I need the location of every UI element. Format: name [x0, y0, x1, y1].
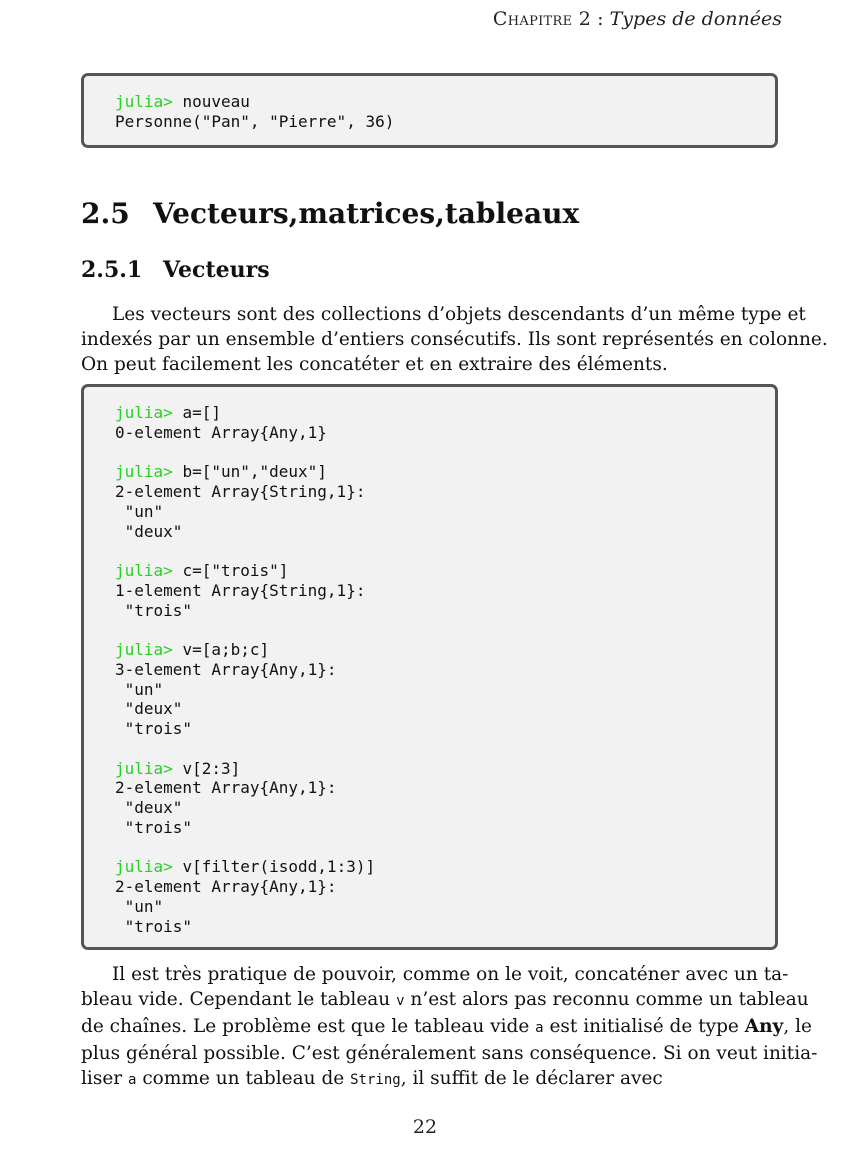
text-run: , le: [783, 1016, 812, 1037]
code-text: 0-element Array{Any,1}: [115, 422, 327, 442]
code-line: [115, 818, 775, 838]
julia-prompt: julia>: [115, 857, 183, 877]
code-block-2: [81, 384, 778, 950]
code-line: [115, 640, 775, 660]
code-line: [115, 581, 775, 601]
code-block-1: [81, 73, 778, 148]
julia-prompt: julia>: [115, 403, 183, 422]
code-text: "trois": [115, 916, 193, 936]
text-run: est initialisé de type: [543, 1016, 745, 1037]
inline-code: a: [128, 1072, 137, 1088]
julia-prompt: julia>: [115, 462, 183, 482]
code-line: [115, 482, 775, 502]
code-line: [115, 502, 775, 522]
paragraph-line: Les vecteurs sont des collections d’objets descendants d’un même type et: [112, 304, 806, 325]
code-line: [115, 423, 775, 443]
code-text: a=[]: [182, 403, 221, 422]
paragraph-2: [81, 962, 818, 1093]
code-text: nouveau: [182, 92, 250, 111]
code-line: [115, 680, 775, 700]
text-run: , il suffit de le déclarer avec: [400, 1068, 663, 1089]
paragraph-line: [81, 987, 809, 1014]
code-line: [115, 601, 775, 621]
section-heading: [81, 197, 579, 230]
code-line: [115, 92, 775, 112]
section-number: 2.5: [81, 197, 130, 230]
code-line: [115, 877, 775, 897]
code-text: b=["un","deux"]: [182, 462, 327, 482]
code-line: [115, 112, 775, 132]
code-line: [115, 798, 775, 818]
inline-code: v: [396, 993, 405, 1009]
code-text: v=[a;b;c]: [182, 640, 270, 659]
julia-prompt: julia>: [115, 92, 183, 111]
inline-code: String: [350, 1072, 401, 1088]
code-text: 3-element Array{Any,1}:: [115, 659, 337, 679]
code-text: Personne("Pan", "Pierre", 36): [115, 111, 395, 131]
code-line: [115, 561, 775, 581]
code-text: "trois": [115, 600, 193, 620]
code-line: [115, 739, 775, 759]
page-number: 22: [412, 1116, 438, 1138]
code-line: [115, 778, 775, 798]
code-text: "un": [115, 679, 164, 699]
code-text: "un": [115, 896, 164, 916]
inline-code: a: [535, 1020, 544, 1036]
text-run: n’est alors pas reconnu comme un tableau: [404, 989, 809, 1010]
code-line: [115, 857, 775, 877]
code-text: 2-element Array{String,1}:: [115, 482, 366, 501]
code-text: "trois": [115, 817, 193, 837]
code-line: [115, 541, 775, 561]
subsection-number: 2.5.1: [81, 257, 143, 283]
text-run: comme un tableau de: [136, 1068, 351, 1089]
code-line: [115, 443, 775, 463]
julia-prompt: julia>: [115, 640, 183, 659]
code-text: v[2:3]: [182, 758, 241, 778]
code-text: v[filter(isodd,1:3)]: [182, 857, 376, 877]
code-line: [115, 699, 775, 719]
subsection-title: Vecteurs: [163, 257, 270, 283]
chapter-label: Chapitre 2: [492, 8, 592, 30]
header-separator: :: [591, 8, 610, 30]
text-run: liser: [81, 1068, 128, 1089]
code-line: [115, 620, 775, 640]
code-line: [115, 462, 775, 482]
chapter-title: Types de données: [609, 8, 782, 30]
code-line: [115, 719, 775, 739]
paragraph-line: On peut facilement les concatéter et en extraire des éléments.: [81, 354, 668, 375]
code-text: "deux": [115, 798, 183, 817]
code-text: "deux": [115, 521, 183, 541]
paragraph-1: [81, 302, 828, 377]
subsection-heading: [81, 257, 270, 283]
code-text: "deux": [115, 699, 183, 719]
running-header: [493, 8, 782, 30]
text-run: bleau vide. Cependant le tableau: [81, 989, 397, 1010]
code-line: [115, 660, 775, 680]
code-text: 2-element Array{Any,1}:: [115, 778, 337, 798]
code-text: "trois": [115, 719, 193, 738]
code-text: 2-element Array{Any,1}:: [115, 877, 337, 896]
code-text: c=["trois"]: [182, 561, 289, 580]
code-text: 1-element Array{String,1}:: [115, 580, 366, 600]
paragraph-line: [81, 1066, 782, 1093]
julia-prompt: julia>: [115, 758, 183, 778]
code-line: [115, 759, 775, 779]
code-line: [115, 403, 775, 423]
code-text: "un": [115, 501, 164, 521]
julia-prompt: julia>: [115, 561, 183, 580]
code-line: [115, 838, 775, 858]
code-line: [115, 897, 775, 917]
bold-type-name: Any: [744, 1016, 784, 1037]
paragraph-line: indexés par un ensemble d’entiers consécutifs. Ils sont représentés en colonne.: [81, 329, 828, 350]
text-run: de chaînes. Le problème est que le tableau vide: [81, 1016, 536, 1037]
paragraph-line: [81, 1014, 812, 1041]
paragraph-line: plus général possible. C’est généralement sans conséquence. Si on veut initia-: [81, 1043, 818, 1064]
section-title: Vecteurs,matrices,tableaux: [153, 197, 580, 230]
paragraph-line: Il est très pratique de pouvoir, comme on le voit, concaténer avec un ta-: [112, 964, 789, 985]
code-line: [115, 522, 775, 542]
code-line: [115, 917, 775, 937]
